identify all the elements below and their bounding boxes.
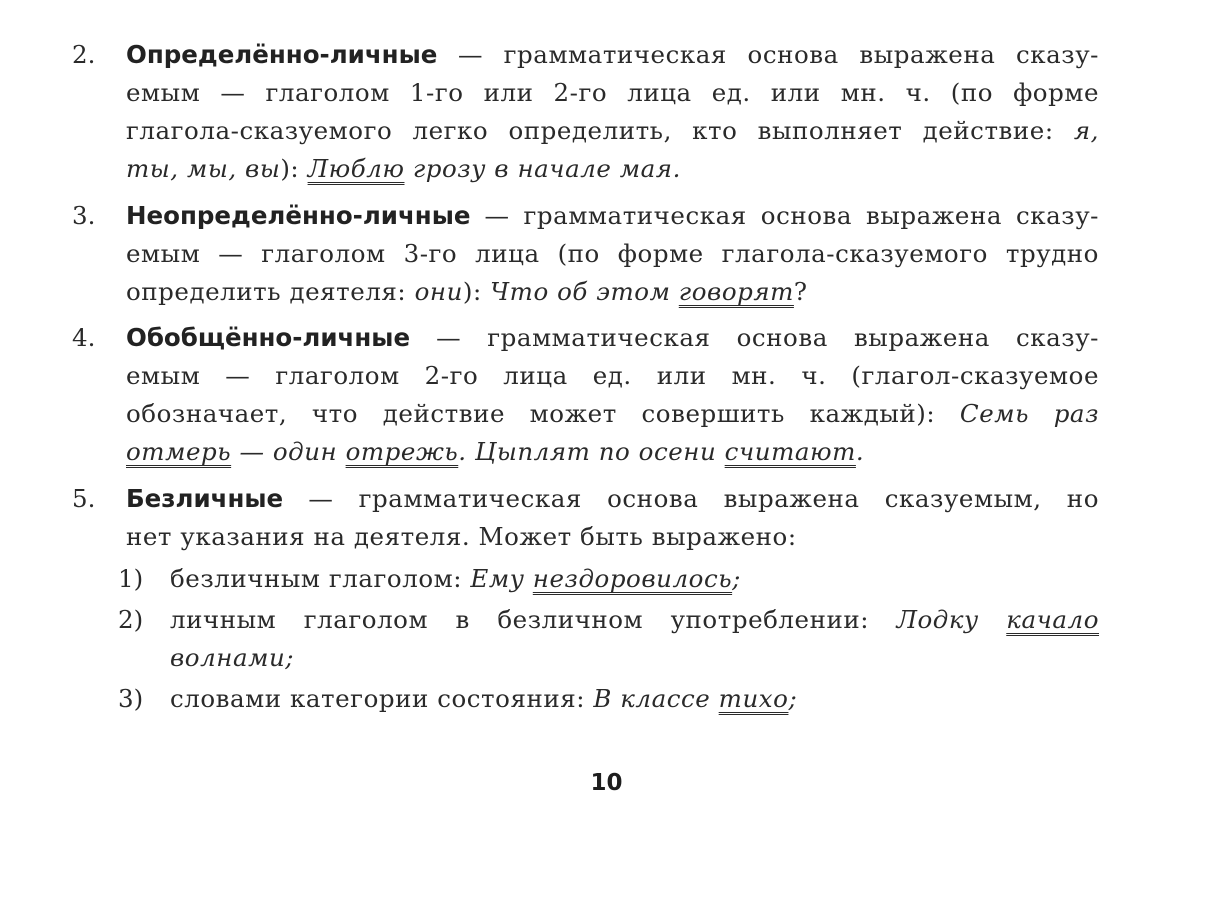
predicate-underlined: отмерь — [126, 437, 232, 466]
predicate-underlined: отрежь — [345, 437, 459, 466]
term-heading: Определённо-личные — [126, 40, 438, 69]
page-number: 10 — [590, 770, 623, 796]
text-line — [126, 74, 1099, 112]
text-line — [126, 480, 1099, 518]
text-fragment: определить деятеля: — [126, 277, 415, 306]
predicate-underlined: нездоровилось — [532, 564, 733, 593]
predicate-underlined: качало — [1006, 605, 1100, 634]
text-fragment: словами категории состояния: — [170, 684, 594, 713]
example-text: грозу в начале мая. — [404, 154, 681, 183]
text-fragment: емым — глаголом 3-го лица (по форме глагола-сказуемого трудно — [126, 239, 1099, 268]
text-fragment: глагола-сказуемого легко определить, кто выполняет действие: — [126, 116, 1074, 145]
list-item-number: 3. — [72, 201, 96, 230]
sub-list-item-number: 2) — [118, 605, 144, 634]
example-text: ты, мы, вы — [126, 154, 281, 183]
text-line — [126, 395, 1099, 433]
text-fragment: — грамматическая основа выражена сказу- — [410, 323, 1099, 352]
example-text: они — [414, 277, 463, 306]
text-fragment: личным глаголом в безличном употреблении: — [170, 605, 897, 634]
text-fragment: ? — [793, 277, 808, 306]
text-line — [126, 36, 1099, 74]
text-fragment: нет указания на деятеля. Может быть выражено: — [126, 522, 797, 551]
text-fragment: безличным глаголом: — [170, 564, 471, 593]
list-item-number: 5. — [72, 484, 96, 513]
example-text: ; — [285, 643, 295, 672]
sub-list-item-number: 3) — [118, 684, 144, 713]
term-heading: Неопределённо-личные — [126, 201, 471, 230]
example-text: Что об этом — [490, 277, 679, 306]
text-line — [126, 518, 1099, 556]
example-text: Семь раз — [959, 399, 1099, 428]
example-text: ; — [732, 564, 741, 593]
text-line — [126, 433, 1099, 471]
predicate-underlined: считают — [724, 437, 856, 466]
text-fragment: емым — глаголом 1-го или 2-го лица ед. или мн. ч. (по форме — [126, 78, 1099, 107]
text-fragment: — грамматическая основа выражена сказу- — [437, 40, 1099, 69]
example-text: . Цыплят по осени — [458, 437, 725, 466]
example-text: ; — [788, 684, 798, 713]
predicate-underlined: Люблю — [307, 154, 405, 183]
text-fragment: — грамматическая основа выражена сказу- — [470, 201, 1099, 230]
example-text: В классе — [593, 684, 719, 713]
text-line — [126, 357, 1099, 395]
example-text: Лодку — [896, 605, 1007, 634]
text-line — [126, 319, 1099, 357]
text-line — [126, 273, 1099, 311]
example-text: . — [855, 437, 865, 466]
list-item-number: 4. — [72, 323, 96, 352]
predicate-underlined: тихо — [718, 684, 789, 713]
list-item-number: 2. — [72, 40, 96, 69]
text-line — [126, 197, 1099, 235]
text-fragment: емым — глаголом 2-го лица ед. или мн. ч. (глагол-сказуемое — [126, 361, 1099, 390]
term-heading: Обобщённо-личные — [126, 323, 411, 352]
term-heading: Безличные — [126, 484, 284, 513]
text-line — [126, 235, 1099, 273]
text-line — [126, 150, 1099, 188]
text-fragment: ): — [462, 277, 491, 306]
text-line — [126, 112, 1099, 150]
example-text: — один — [231, 437, 346, 466]
predicate-underlined: говорят — [678, 277, 794, 306]
text-line — [170, 601, 1099, 639]
example-text: Ему — [470, 564, 533, 593]
example-text: я, — [1073, 116, 1099, 145]
text-line — [170, 639, 1099, 677]
text-line — [170, 560, 1099, 598]
text-line — [170, 680, 1099, 718]
text-fragment: ): — [280, 154, 308, 183]
example-text: волнами — [170, 643, 286, 672]
sub-list-item-number: 1) — [118, 564, 144, 593]
text-fragment: — грамматическая основа выражена сказуемым, но — [283, 484, 1099, 513]
text-fragment: обозначает, что действие может совершить каждый): — [126, 399, 960, 428]
